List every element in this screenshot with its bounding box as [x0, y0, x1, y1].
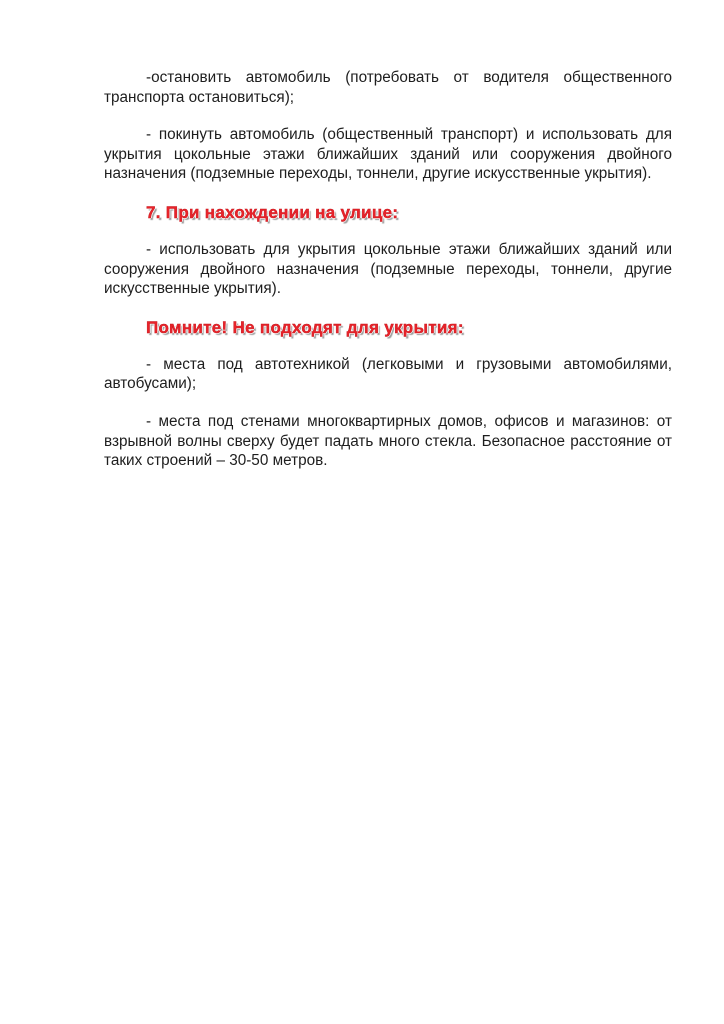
paragraph-street-shelter: - использовать для укрытия цокольные этажи ближайших зданий или сооружения двойного назначения (подземные переходы, тоннели, другие искусственные укрытия). [104, 240, 672, 298]
document-page [104, 68, 672, 489]
paragraph-under-vehicles: - места под автотехникой (легковыми и грузовыми автомобилями, автобусами); [104, 355, 672, 393]
paragraph-under-walls: - места под стенами многоквартирных домов, офисов и магазинов: от взрывной волны сверху будет падать много стекла. Безопасное расстояние от таких строений – 30-50 метров. [104, 412, 672, 470]
paragraph-leave-vehicle: - покинуть автомобиль (общественный транспорт) и использовать для укрытия цокольные этажи ближайших зданий или сооружения двойного назначения (подземные переходы, тоннели, другие искусственные укрытия). [104, 126, 672, 183]
heading-remember: Помните! Не подходят для укрытия: [146, 317, 464, 337]
paragraph-stop-vehicle: -остановить автомобиль (потребовать от водителя общественного транспорта остановиться); [104, 69, 672, 106]
heading-on-street: 7. При нахождении на улице: [146, 202, 399, 222]
